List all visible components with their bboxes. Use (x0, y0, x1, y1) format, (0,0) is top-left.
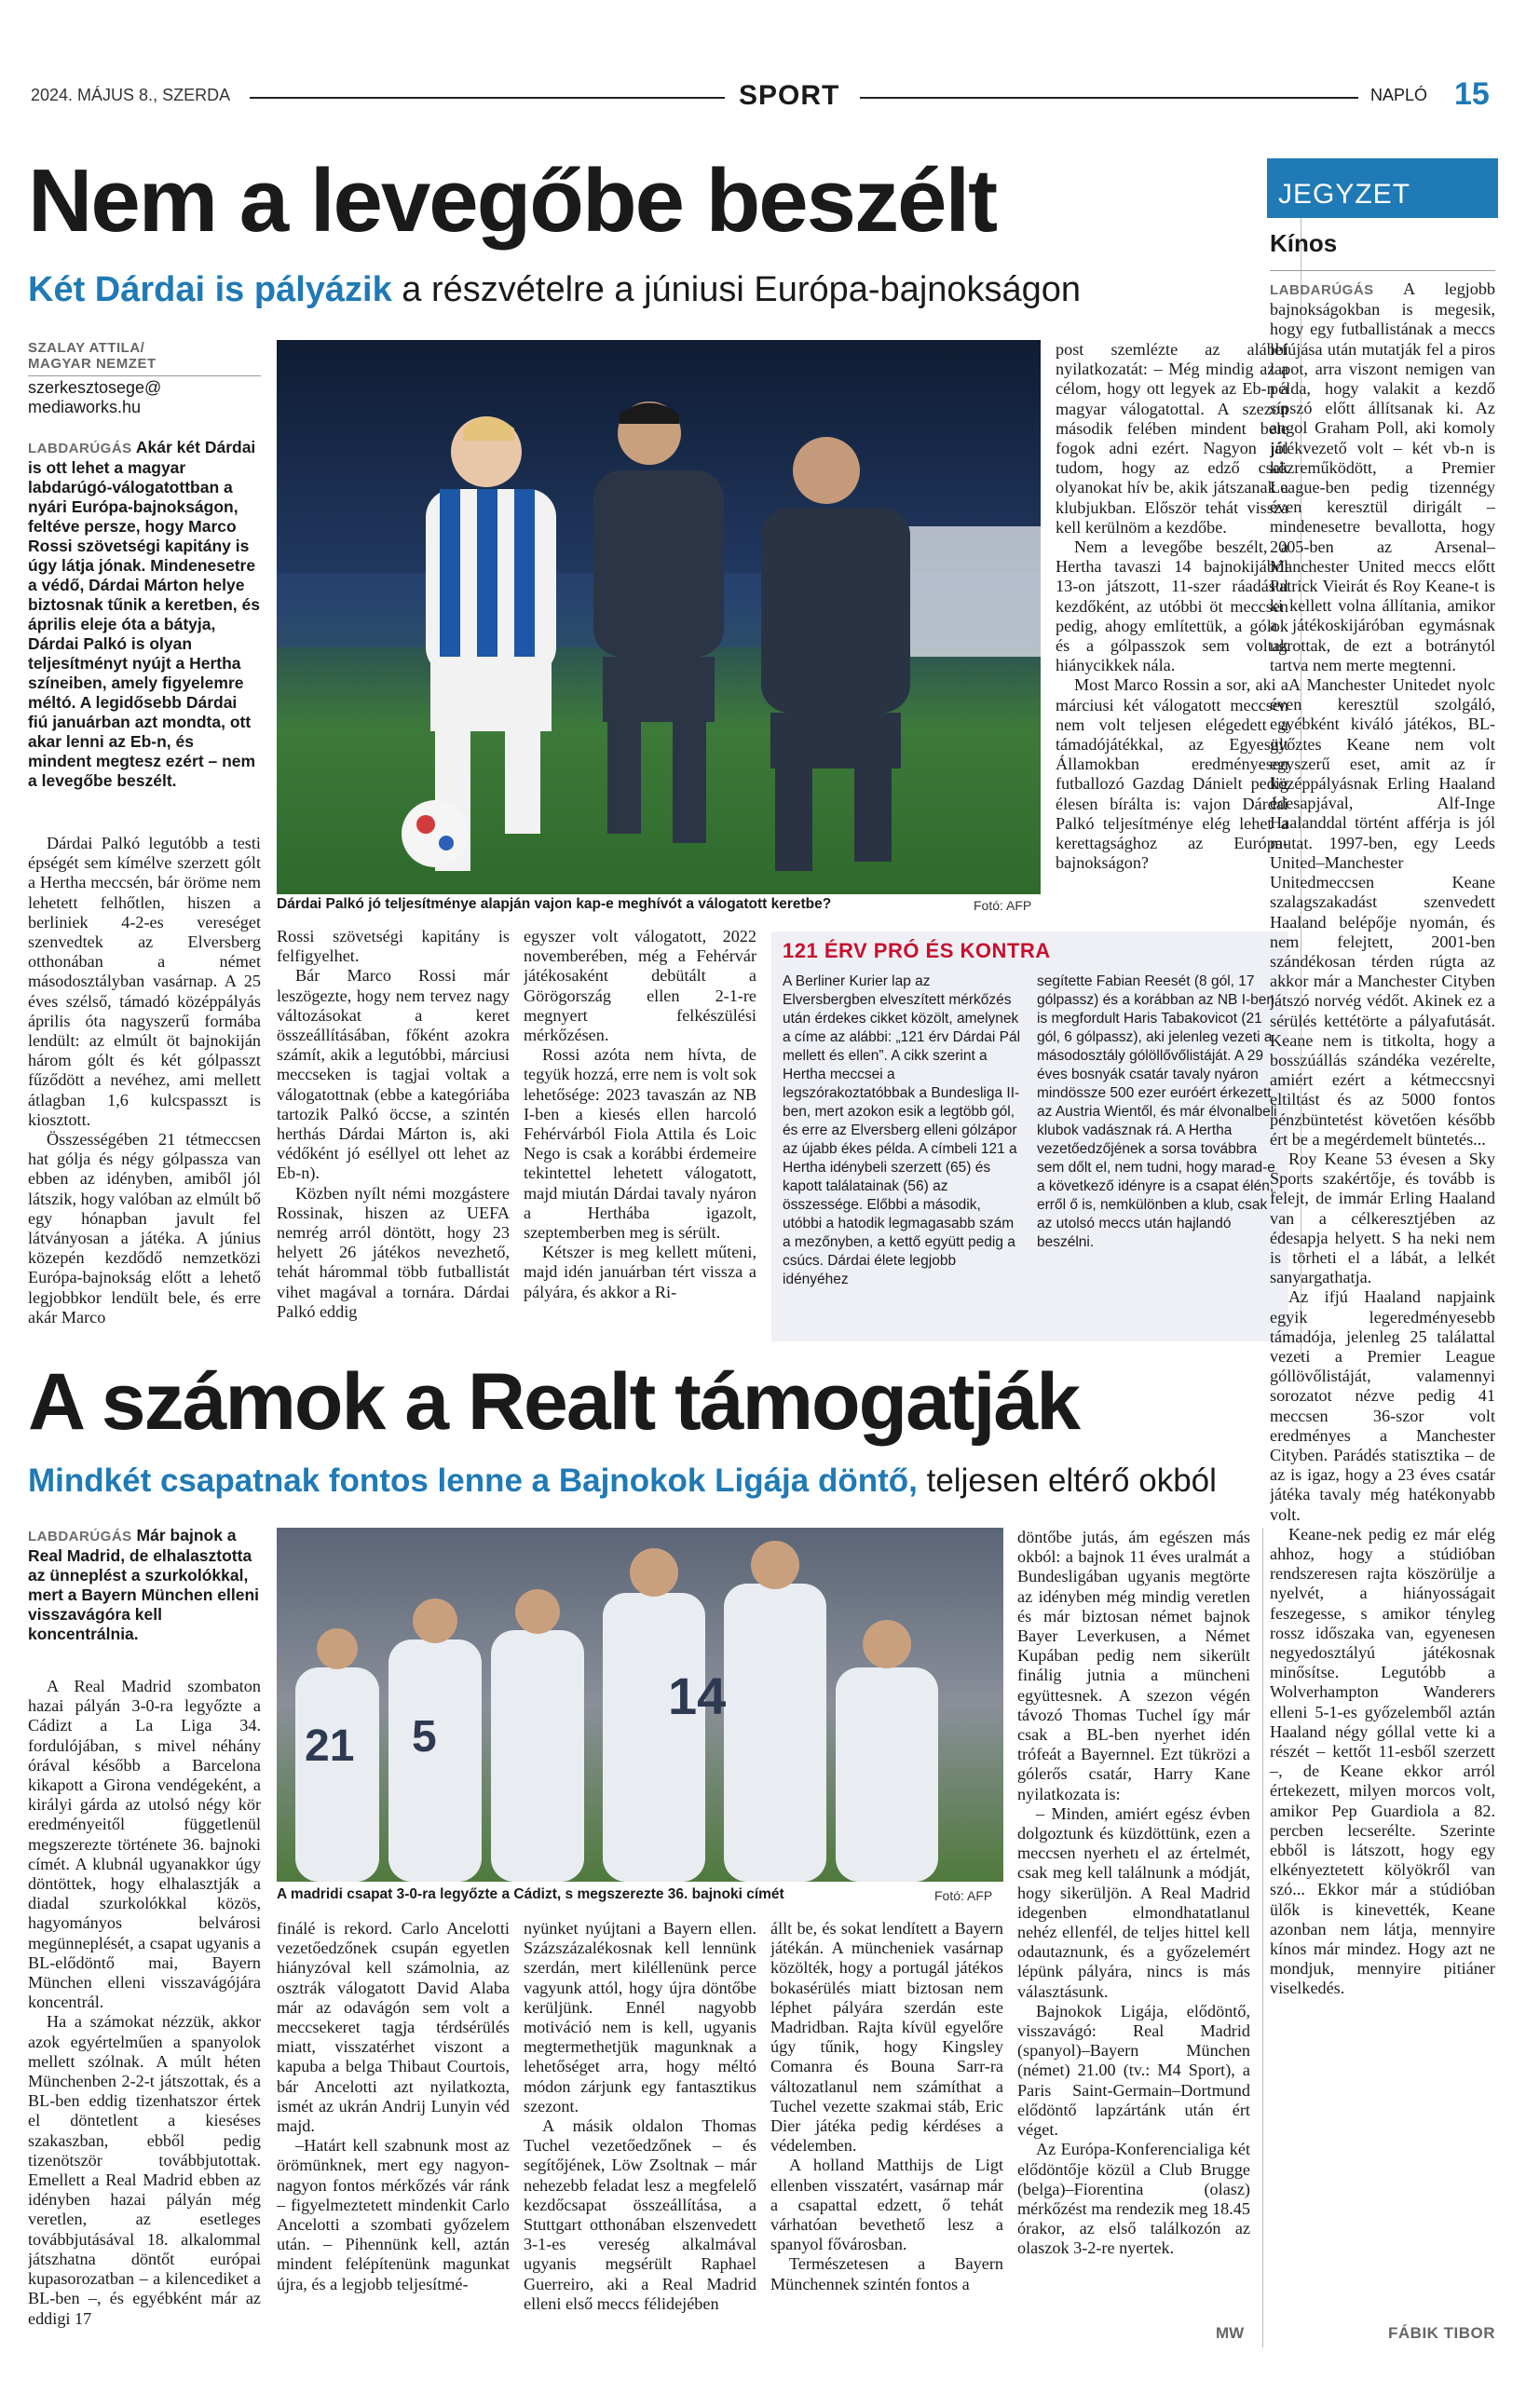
article2-subhead-accent: Mindkét csapatnak fontos lenne a Bajnokok Ligája döntő, (28, 1462, 918, 1499)
section-name: SPORT (739, 80, 840, 111)
article1-col4-p2: Nem a levegőbe beszélt, a Hertha tavaszi 14 bajnokijából 13-on játszott, 11-szer ráadásul kezdőként, az utóbbi öt meccsen pedig, ahogy említettük, a gólok és a gólpasszok sem voltak hiánycikkek nála. (1056, 537, 1288, 675)
article2-col2-p2: –Határt kell szabnunk most az örömünknek, mert egy nagyon-nagyon fontos mérkőzés vár ránk – figyelmeztetett mindenkit Carlo Ancelotti a szombati győzelem után. – Pihennünk kell, aztán mindent felépítenünk magunkat újra, és a legjobb teljesítmé- (277, 2136, 510, 2293)
article2-col1-p1: A Real Madrid szombaton hazai pályán 3-0-ra legyőzte a Cádizt a La Liga 34. fordulójában, s mivel néhány órával később a Barcelona kikapott a Girona vendégeként, a királyi gárda az utolsó négy kör eredményeitől függetlenül megszerezte története 36. bajnoki címét. A klubnál ugyanakkor úgy döntöttek, hogy elhalasztják a diadal szurkolókkal közös, hagyományos belvárosi megünneplését, a csapat ugyanis a BL-elődöntő mai, Bayern München elleni visszavágójára koncentrál. (28, 1677, 261, 2012)
article1-col4-p1: post szemlézte az alábbi nyilatkozatát: – Még mindig az a célom, hogy ott legyek az Eb-n a magyar válogatottal. A szezon második felében mindent bele fogok adni ezért. Nagyon jól tudom, hogy az edző csak olyanokat hív be, akik játszanak a klubjukban. Először tehát vissza kell kerülnöm a kezdőbe. (1056, 340, 1288, 537)
page-number: 15 (1454, 76, 1490, 112)
article1-col1-p2: Összességében 21 tétmeccsen hat gólja és négy gólpassza van ebben az idényben, amiből jól látszik, hogy valóban az elmúlt bő egy hónapban javult fel látványosan a játéka. A június közepén kezdődő nemzetközi Európa-bajnokság előtt a lehető legjobbkor lendült bele, és erre akár Marco (28, 1130, 261, 1326)
sidebar-p5: Keane-nek pedig ez már elég ahhoz, hogy a stúdióban rendszeresen rajta köszörülje a nyelvét, a hiányosságait feszegesse, s amikor tényleg rossz időszaka van, egyenesen negyedosztályú játékosnak minősítse. Legutóbb a Wolverhampton Wanderers elleni 5-1-es győzelemből aztán Haaland négy góllal vette ki a részét – kettőt 11-esből szerzett –, de Keane ekkor arról értekezett, milyen morcos volt, amikor Pep Guardiola a 82. percben lecserélte. Szerinte ebből is látszott, hogy egy elkényeztetett kölyökről van szó... Ekkor már a stúdióban ülők is kinevették, Keane azonban nem látja, mennyire kínos már mindez. Hogy azt ne mondjuk, mennyire pitiáner viselkedés. (1270, 1524, 1495, 1998)
article2-col2-p1: finálé is rekord. Carlo Ancelotti vezetőedzőnek csupán egyetlen hiányzóval kell számolnia, az osztrák válogatott David Alaba már az odavágón sem volt a meccsekeret tagja térdsérülés miatt, visszatérhet viszont a kapuba a belga Thibaut Courtois, bár Ancelotti azt nyilatkozta, ismét az ukrán Andrij Lunyin véd majd. (277, 1919, 510, 2136)
article2-column-2 (277, 1919, 510, 2343)
paper-name: NAPLÓ (1370, 86, 1428, 104)
article1-col2-p2: Bár Marco Rossi már leszögezte, hogy nem tervez nagy változásokat a keret összeállításában, főként azokra számít, akik a legutóbbi, márciusi meccseken is tagjai voltak a válogatottnak (ebbe a kategóriába tartozik Palkó öccse, a szintén herthás Dárdai Márton is, aki védőként jó eséllyel ott lehet az Eb-n). (277, 966, 510, 1183)
byline (28, 340, 261, 417)
article1-col2-p1: Rossi szövetségi kapitány is felfigyelhet. (277, 927, 510, 966)
sidebar-label (1267, 158, 1498, 218)
article1-subhead (28, 270, 1081, 310)
article1-column-2 (277, 927, 510, 1337)
header-rule-right (860, 97, 1358, 99)
article2-col5-p4: Az Európa-Konferencialiga két elődöntője közül a Club Brugge (belga)–Fiorentina (olasz) mérkőzést ma rendezik meg 18.45 órakor, az első találkozón az olaszok 3-2-re nyertek. (1017, 2140, 1250, 2258)
article1-kicker: LABDARÚGÁS (28, 441, 132, 456)
article2-signature: MW (1216, 2324, 1245, 2342)
article2-photo-caption: A madridi csapat 3-0-ra legyőzte a Cádizt, s megszerezte 36. bajnoki címét (277, 1886, 784, 1902)
page-header (31, 76, 1495, 119)
byline-author: SZALAY ATTILA/ (28, 340, 145, 356)
article2-subhead-rest: teljesen eltérő okból (917, 1462, 1217, 1499)
article1-col2-p3: Közben nyílt némi mozgástere Rossinak, hiszen az UEFA nemrég arról döntött, hogy 23 helyett 26 játékos nevezhető, tehát hárommal több futballistát vihet magával a tornára. Dárdai Palkó eddig (277, 1183, 510, 1321)
article2-subhead (28, 1462, 1217, 1500)
article1-subhead-rest: a részvételre a júniusi Európa-bajnokságon (391, 270, 1082, 309)
article2-col4-p3: Természetesen a Bayern Münchennek szintén fontos a (770, 2254, 1003, 2293)
sidebar-p1: A legjobb bajnokságokban is megesik, hogy egy futballistának a meccs lefújása után mutatják fel a piros lapot, arra viszont nemigen van példa, hogy valakit a kezdő sípszó előtt állítsanak ki. Az angol Graham Poll, aki komoly játékvezető volt – két vb-n is közreműködött, a Premier League-ben pedig tizennégy éven keresztül dirigált – mindenesetre bevallotta, hogy 2005-ben az Arsenal–Manchester United meccs előtt Patrick Vieirát és Roy Keane-t is ki kellett volna állítania, amikor a játékoskijáróban egymásnak ugrottak, de ezt a botránytól tartva nem merte megtenni. (1270, 279, 1495, 674)
article2-col1-p2: Ha a számokat nézzük, akkor azok egyértelműen a spanyolok mellett szólnak. A múlt héten Münchenben 2-2-t játszottak, és a BL-ben eddig tizenhatszor értek el döntetlent a kieséses szakaszban, ebből pedig tizenötször továbbjutottak. Emellett a Real Madrid ebben az idényben hazai pályán még veretlen, az esetleges továbbjutásával 18. alkalommal játszhatna döntőt európai kupasorozatban – a kilencediket a BL-ben –, és egyébként már az eddigi 17 (28, 2012, 261, 2328)
article2-column-3 (524, 1919, 756, 2343)
info-box-title: 121 ÉRV PRÓ ÉS KONTRA (783, 939, 1051, 962)
info-box-text-2: segítette Fabian Reesét (8 gól, 17 gólpassz) és a korábban az NB I-ben is megfordult Haris Tabakovicot (21 gól, 6 gólpassz), aki jelenleg vezeti a másodosztály gólöllővőlistáját. A 29 éves bosnyák csatár tavaly nyáron mindössze 500 ezer euróért érkezett az Austria Wientől, és már élvonalbeli klubok vadásznak rá. A Hertha vezetőedzőjének a sorsa továbbra sem dőlt el, nem tudni, hogy marad-e a következő idényre is a csapat élén, erről ő is, nemkülönben a klub, csak az utolsó meccs után hajlandó beszélni. (1037, 973, 1277, 1250)
article1-col3-p2: Rossi azóta nem hívta, de tegyük hozzá, erre nem is volt sok lehetősége: 2023 tavaszán az NB I-ben a kiesés ellen harcoló Fehérvárból Fiola Attila és Loic Nego is csak a korábbi érdemeire tekintettel lehetett válogatott, majd miután Dárdai tavaly nyáron a Herthába igazolt, szeptemberben meg is sérült. (524, 1045, 756, 1243)
sidebar-author: FÁBIK TIBOR (1388, 2324, 1496, 2342)
article2-headline: A számok a Realt támogatják (28, 1357, 1080, 1447)
sidebar-label-text: JEGYZET (1278, 179, 1411, 210)
article1-lead (28, 438, 261, 810)
article1-headline: Nem a levegőbe beszélt (28, 151, 997, 251)
article2-col5-p3: Bajnokok Ligája, elődöntő, visszavágó: Real Madrid (spanyol)–Bayern München (német) 21.00 (tv.: M4 Sport), a Paris Saint-Germain–Dortmund elődöntő lapzártánk után ért véget. (1017, 2001, 1250, 2140)
article1-column-3 (524, 927, 756, 1337)
article2-lead (28, 1526, 261, 1666)
info-box-col1 (783, 973, 1023, 1336)
article1-subhead-accent: Két Dárdai is pályázik (28, 270, 392, 309)
sidebar-title: Kínos (1270, 229, 1338, 257)
article2-photo (277, 1528, 1003, 1882)
article2-col3-p1: nyünket nyújtani a Bayern ellen. Százszázalékosnak kell lennünk szerdán, mert kiléllenünk perce vagyunk attól, hogy újra döntőbe kerüljünk. Ennél nagyobb motiváció nem is kell, ugyanis megtermethetjük magunknak a lehetőséget arra, hogy méltó módon zárjunk egy fantasztikus szezont. (524, 1919, 756, 2116)
sidebar-p4: Az ifjú Haaland napjaink egyik legeredményesebb támadója, jelenleg 25 találattal vezeti a Premier League góllövőlistáját, valamennyi sorozatot nézve pedig 41 meccsen 36-szor volt eredményes a Manchester Cityben. Parádés statisztika – de az is igaz, hogy a 23 éves csatár játéka tavaly még hatékonyabb volt. (1270, 1287, 1495, 1524)
article1-lead-text: Akár két Dárdai is ott lehet a magyar labdarúgó-válogatottban a nyári Európa-bajnokságon, feltéve persze, hogy Marco Rossi szövetségi kapitány is úgy látja jónak. Mindenesetre a védő, Dárdai Márton helye biztosnak tűnik a keretben, és április eleje óta a bátyja, Dárdai Palkó is olyan teljesítményt nyújt a Hertha színeiben, amely figyelemre méltó. A legidősebb Dárdai fiú januárban azt mondta, ott akar lenni az Eb-n, és mindent megtesz ezért – nem a levegőbe beszélt. (28, 438, 260, 790)
byline-outlet: MAGYAR NEMZET (28, 356, 261, 376)
article2-col5-p2: – Minden, amiért egész évben dolgoztunk és küzdöttünk, ezen a meccsen nyerhetı el az értelmét, csak meg kell találnunk a módját, hogy sikerüljön. A Real Madrid idegenben elmondhatatlanul nehéz ellenfél, de teljes hittel kell odautaznunk, és a győzelemért lépünk pályára, nincs is más választásunk. (1017, 1803, 1250, 2001)
issue-date: 2024. MÁJUS 8., SZERDA (31, 86, 231, 104)
info-box (771, 932, 1288, 1341)
article2-col5-p1: döntőbe jutás, ám egészen más okból: a bajnok 11 éves uralmát a Bundesligában ugyanis megtörte az idényben még mindig veretlen és már biztosan német bajnok Bayer Leverkusen, a Német Kupában pedig nem sikerült finálig jutnia a müncheni együttesnek. A szezon végén távozó Thomas Tuchel így már csak a BL-ben nyerhet idén trófeát a Bayernnel. Ezt tükrözi a gólerős csatár, Harry Kane nyilatkozata is: (1017, 1528, 1250, 1803)
article2-column-1 (28, 1677, 261, 2343)
byline-email-2[interactable]: mediaworks.hu (28, 398, 142, 416)
article1-col3-p1: egyszer volt válogatott, 2022 novemberében, még a Fehérvár játékosaként debütált a Görögország ellen 2-1-re megnyert felkészülési mérkőzésen. (524, 927, 756, 1045)
byline-email-1[interactable]: szerkesztosege@ (28, 378, 162, 397)
article2-photo-credit: Fotó: AFP (934, 1888, 993, 1903)
article2-kicker: LABDARÚGÁS (28, 1529, 132, 1544)
adidas-ball-icon (402, 800, 469, 867)
article2-col3-p2: A másik oldalon Thomas Tuchel vezetőedzőnek – és segítőjének, Löw Zsoltnak – már nehezebb feladat lesz a megfelelő kezdőcsapat összeállítása, a Stuttgart otthonában elszenvedett 3-1-es vereség alkalmával ugyanis megsérült Raphael Guerreiro, aki a Real Madrid elleni első meccs félidejében (524, 2116, 756, 2313)
article1-photo-credit: Fotó: AFP (974, 898, 1032, 913)
article1-column-4 (1056, 340, 1288, 922)
article2-lead-text: Már bajnok a Real Madrid, de elhalasztotta az ünneplést a szurkolókkal, mert a Bayern München elleni visszavágóra kell koncentrálnia. (28, 1526, 259, 1643)
svg-text:21: 21 (305, 1721, 355, 1771)
svg-text:5: 5 (412, 1712, 437, 1762)
article2-col4-p2: A holland Matthijs de Ligt ellenben visszatért, vasárnap már a csapattal edzett, ő tehát várhatóan bevethető lesz a spanyol fővárosban. (770, 2156, 1003, 2254)
sidebar-divider (1262, 1528, 1263, 2347)
header-rule-left (250, 97, 725, 99)
svg-text:14: 14 (668, 1667, 727, 1725)
sidebar-column (1270, 279, 1495, 2320)
article1-photo (277, 340, 1041, 894)
article2-column-4 (770, 1919, 1003, 2343)
article1-column-1 (28, 834, 261, 1346)
sidebar-p3: Roy Keane 53 évesen a Sky Sports szakértője, és tovább is felejt, de immár Erling Haaland van a célkeresztjében az édesapja helyett. S ha neki nem is törheti el a lábát, a lelkét sanyargathatja. (1270, 1149, 1495, 1287)
article2-col4-p1: állt be, és sokat lendített a Bayern játékán. A müncheniek vasárnap közölték, hogy a portugál játékos bokasérülés miatt biztosan nem léphet pályára szerdán este Madridban. Rajta kívül egyelőre úgy tűnik, hogy Kingsley Comanra és Bouna Sarr-ra változatlanul nem számíthat a Tuchel vezette szakmai stáb, Eric Dier játéka pedig kérdéses a védelemben. (770, 1919, 1003, 2156)
info-box-text-1: A Berliner Kurier lap az Elversbergben elveszített mérkőzés után érdekes cikket közölt, amelynek a címe az alábbi: „121 érv Dárdai Pál mellett és ellen”. A cikk szerint a Hertha meccsei a legszórakoztatóbbak a Bundesliga II-ben, mert azokon esik a legtöbb gól, és erre az Elversberg elleni gólzápor az újabb ékes példa. A címbeli 121 a Hertha idénybeli szerzett (65) és kapott találatainak (56) az összessége. Előbbi a második, utóbbi a hatodik legmagasabb szám a mezőnyben, a kettő együtt pedig a csúcs. Dárdai élete legjobb idényéhez (783, 973, 1021, 1287)
article1-col3-p3: Kétszer is meg kellett műteni, majd idén januárban tért vissza a pályára, és akkor a Ri- (524, 1243, 756, 1301)
info-box-col2 (1037, 973, 1279, 1336)
article1-col4-p3: Most Marco Rossin a sor, aki a márciusi két válogatott meccsen nem volt teljesen elégedett a támadójátékkal, az Egyesült Államokban eredményesen futballozó Gazdag Dánielt pedig élesen bírálta is: vajon Dárdai Palkó teljesítménye elég lehet a kerettagsághoz az Európa-bajnokságon? (1056, 675, 1288, 873)
sidebar-title-rule (1270, 270, 1495, 271)
article1-photo-caption: Dárdai Palkó jó teljesítménye alapján vajon kap-e meghívót a válogatott keretbe? (277, 896, 832, 912)
article2-column-5 (1017, 1528, 1250, 2324)
sidebar-p2: A Manchester Unitedet nyolc éven keresztül szolgáló, egyébként kiváló játékos, BL-győztes Keane nem volt egyszerű eset, amit az ír középpályásnak Erling Haaland édesapjával, Alf-Inge Haalanddal történt afférja is jól mutat. 1997-ben, egy Leeds United–Manchester Unitedmeccsen Keane szalagszakadást szenvedett Haaland belépője nyomán, és nem felejtett, 2001-ben szándékosan térden rúgta az akkor már a Manchester Cityben játszó norvég védőt. Akinek ez a sérülés kettétörte a pályafutását. Keane nem is titkolta, hogy a bosszúállás szándéka vezérelte, amiért ezért a kétmeccsnyi eltiltást és az 5000 fontos pénzbüntetést követően később ért be a megérdemelt büntetés... (1270, 675, 1495, 1149)
sidebar-kicker: LABDARÚGÁS (1270, 282, 1374, 298)
article1-col1-p1: Dárdai Palkó legutóbb a testi épségét sem kímélve szerzett gólt a Hertha meccsén, bár öröme nem lehetett felhőtlen, hiszen a berliniek 4-2-es vereséget szenvedtek az Elversberg otthonában a német másodosztályban vasárnap. A 25 éves szélső, támadó középpályás április óta nagyszerű formába lendült: az elmúlt öt bajnokiján három gólt és két gólpasszt fűződött a nevéhez, ami mellett átlagban 1,6 kulcspasszt is kiosztott. (28, 834, 261, 1129)
